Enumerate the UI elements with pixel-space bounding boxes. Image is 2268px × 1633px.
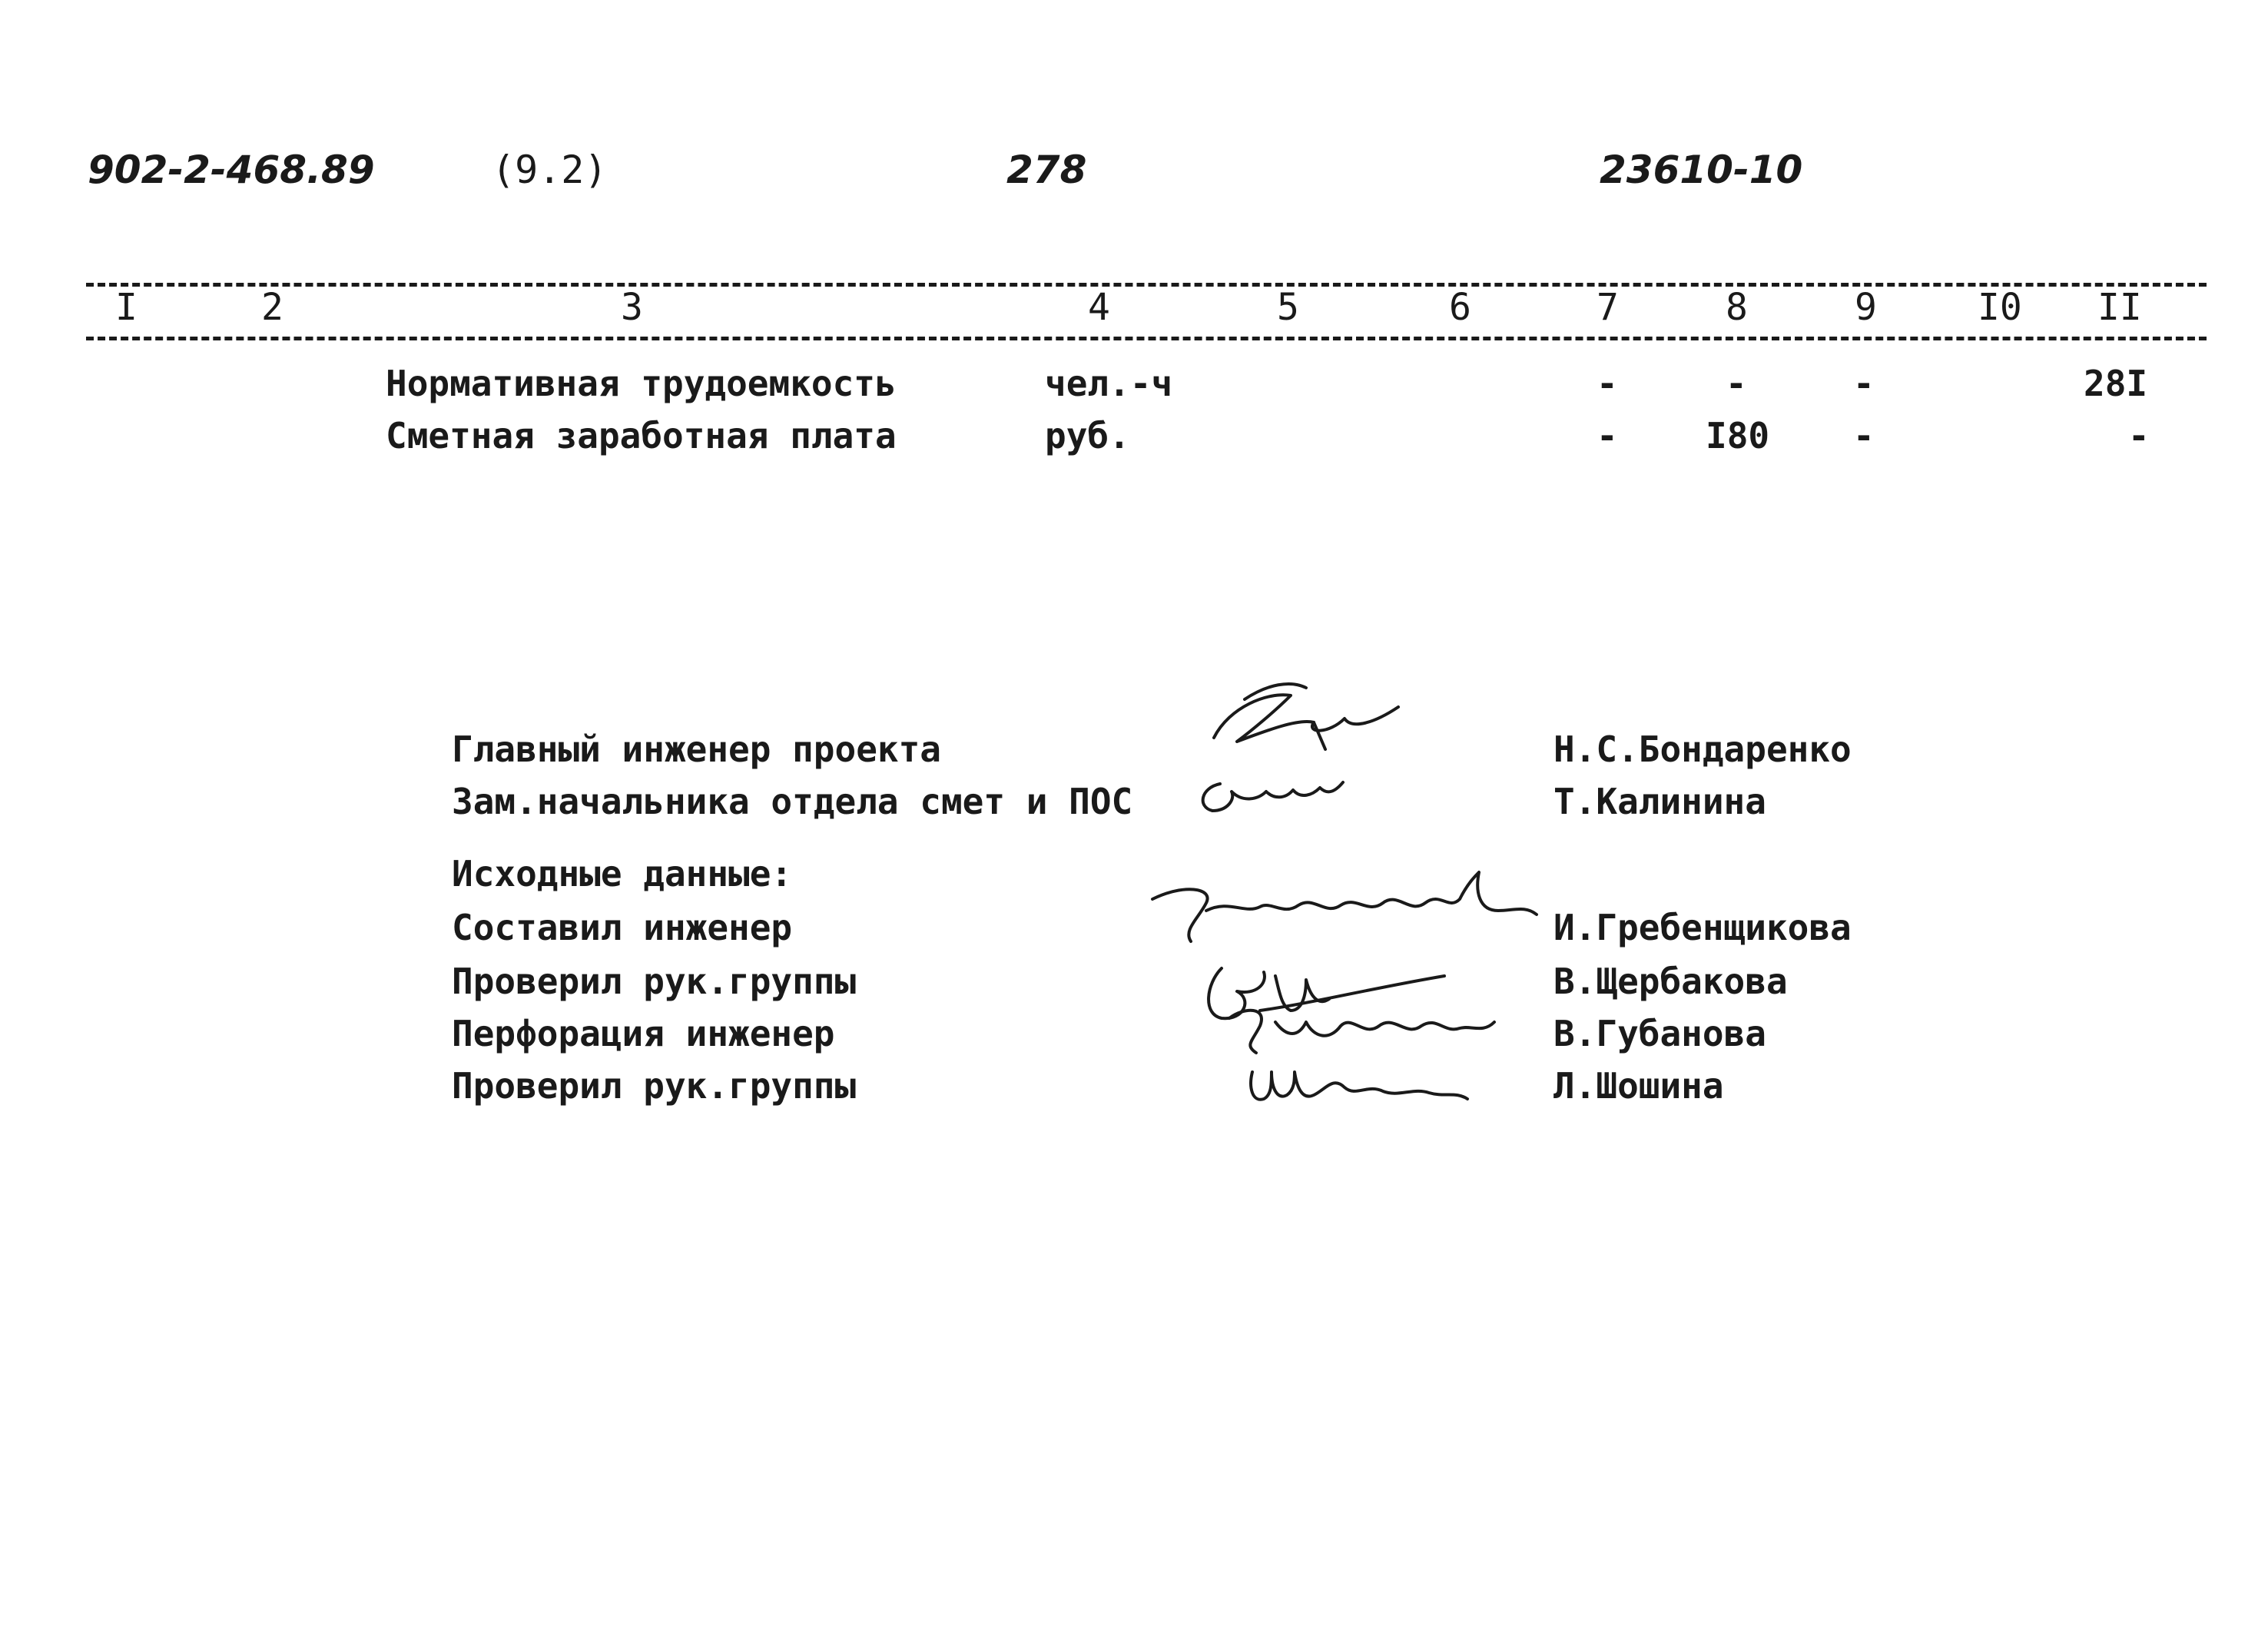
source-data-heading: Исходные данные: <box>452 853 793 894</box>
signature-checked-by-2 <box>1229 1053 1475 1114</box>
row-name: Нормативная трудоемкость <box>386 363 897 404</box>
signature-perforation <box>1214 991 1506 1060</box>
deputy-head-name: Т.Калинина <box>1553 781 1766 822</box>
row-col7: - <box>1597 363 1618 404</box>
column-header-2: 2 <box>261 286 284 329</box>
column-header-4: 4 <box>1088 286 1110 329</box>
signature-compiled-by <box>1137 868 1544 953</box>
signature-chief-engineer <box>1199 676 1414 768</box>
row-col11: - <box>2128 415 2150 456</box>
column-header-7: 7 <box>1597 286 1619 329</box>
row-unit: чел.-ч <box>1045 363 1173 404</box>
row-col8: I80 <box>1706 415 1770 456</box>
checked-by-name-2: Л.Шошина <box>1553 1065 1724 1107</box>
deputy-head-label: Зам.начальника отдела смет и ПОС <box>452 781 1133 822</box>
checked-by-name: В.Щербакова <box>1553 961 1788 1002</box>
table-top-rule <box>86 283 2207 287</box>
checked-by-label-2: Проверил рук.группы <box>452 1065 857 1107</box>
column-header-1: I <box>115 286 138 329</box>
chief-engineer-label: Главный инженер проекта <box>452 729 941 770</box>
column-header-8: 8 <box>1726 286 1748 329</box>
row-name: Сметная заработная плата <box>386 415 897 456</box>
column-header-9: 9 <box>1855 286 1877 329</box>
column-header-10: I0 <box>1978 286 2022 329</box>
chief-engineer-name: Н.С.Бондаренко <box>1553 729 1852 770</box>
column-header-6: 6 <box>1449 286 1471 329</box>
page-number: 278 <box>1006 148 1087 192</box>
section-number: (9.2) <box>492 148 608 192</box>
compiled-by-name: И.Гребенщикова <box>1553 907 1852 948</box>
checked-by-label: Проверил рук.группы <box>452 961 857 1002</box>
column-header-11: II <box>2097 286 2142 329</box>
row-unit: руб. <box>1045 415 1130 456</box>
document-number: 902-2-468.89 <box>88 148 375 192</box>
column-header-5: 5 <box>1277 286 1299 329</box>
column-header-3: 3 <box>621 286 643 329</box>
perforation-label: Перфорация инженер <box>452 1013 835 1054</box>
row-col11: 28I <box>2084 363 2148 404</box>
perforation-name: В.Губанова <box>1553 1013 1766 1054</box>
signature-deputy-head <box>1189 768 1358 822</box>
document-code: 23610-10 <box>1600 148 1803 192</box>
row-col9: - <box>1853 415 1875 456</box>
row-col9: - <box>1853 363 1875 404</box>
row-col7: - <box>1597 415 1618 456</box>
compiled-by-label: Составил инженер <box>452 907 793 948</box>
table-bottom-rule <box>86 337 2207 340</box>
row-col8: - <box>1726 363 1747 404</box>
